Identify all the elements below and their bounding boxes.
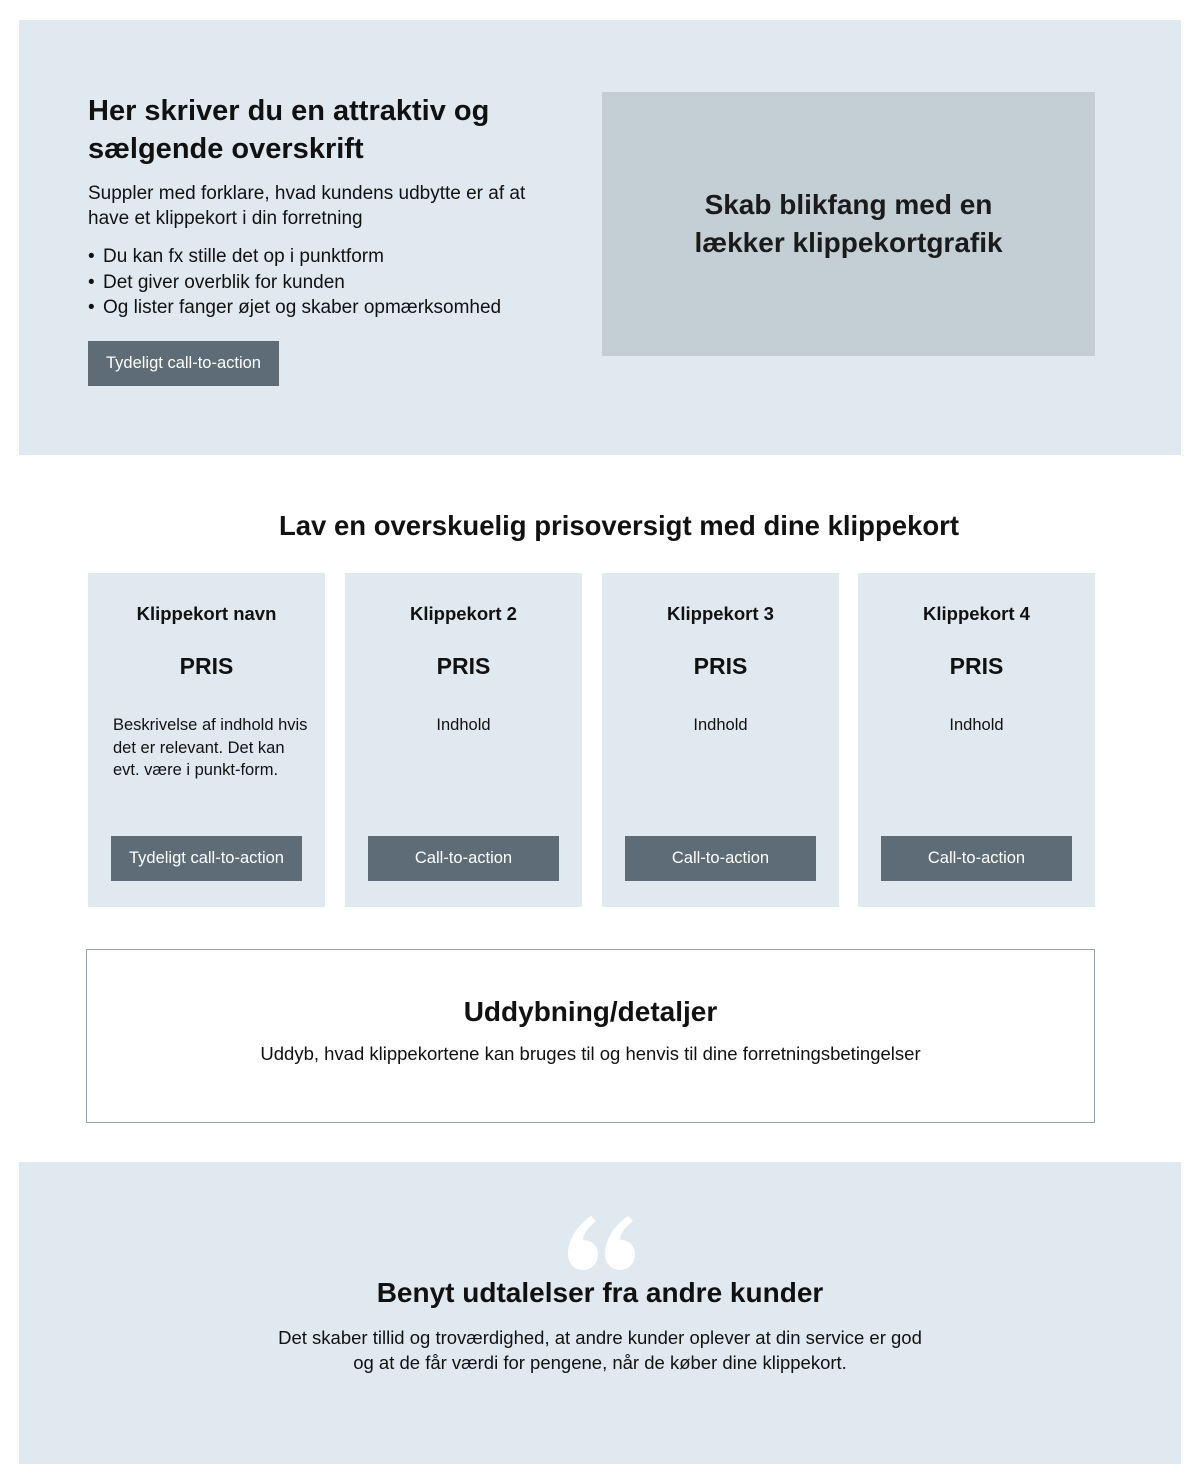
hero-section	[19, 20, 1181, 455]
hero-cta-button[interactable]: Tydeligt call-to-action	[88, 341, 279, 386]
card-cta-button[interactable]: Tydeligt call-to-action	[111, 836, 302, 881]
hero-subtitle: Suppler med forklare, hvad kundens udbytte er af at have et klippekort i din forretning	[88, 183, 526, 229]
card-cta-button[interactable]: Call-to-action	[881, 836, 1072, 881]
card-name: Klippekort 2	[410, 603, 517, 624]
quote-icon	[567, 1214, 637, 1270]
details-box	[86, 949, 1095, 1123]
pricing-card	[88, 573, 325, 907]
card-name: Klippekort navn	[136, 603, 277, 624]
card-price: PRIS	[436, 653, 491, 679]
hero-graphic-placeholder	[602, 92, 1095, 356]
card-price: PRIS	[949, 653, 1004, 679]
pricing-card	[345, 573, 582, 907]
card-price: PRIS	[179, 653, 234, 679]
pricing-title: Lav en overskuelig prisoversigt med dine klippekort	[278, 510, 960, 541]
card-name: Klippekort 3	[667, 603, 774, 624]
card-description: Beskrivelse af indhold hvis det er relevant. Det kan evt. være i punkt-form.	[113, 716, 308, 779]
details-text: Uddyb, hvad klippekortene kan bruges til og henvis til dine forretningsbetingelser	[260, 1043, 921, 1064]
list-item: • Du kan fx stille det op i punktform	[88, 244, 501, 270]
card-cta-button[interactable]: Call-to-action	[368, 836, 559, 881]
pricing-card	[602, 573, 839, 907]
details-title: Uddybning/detaljer	[463, 996, 718, 1027]
card-price: PRIS	[693, 653, 748, 679]
card-description: Indhold	[949, 716, 1004, 734]
card-name: Klippekort 4	[923, 603, 1030, 624]
testimonial-text	[19, 1325, 1181, 1375]
testimonial-text-line: og at de får værdi for pengene, når de køber dine klippekort.	[353, 1352, 847, 1373]
hero-title: Her skriver du en attraktiv og sælgende overskrift	[88, 95, 490, 165]
testimonial-section	[19, 1162, 1181, 1464]
card-cta-button[interactable]: Call-to-action	[625, 836, 816, 881]
list-item: • Og lister fanger øjet og skaber opmærksomhed	[88, 295, 501, 321]
hero-bullet-list	[88, 244, 501, 321]
list-item: • Det giver overblik for kunden	[88, 270, 501, 296]
hero-graphic-text: Skab blikfang med en lækker klippekortgrafik	[694, 189, 1003, 258]
card-description: Indhold	[693, 716, 748, 734]
card-description: Indhold	[436, 716, 491, 734]
testimonial-text-line: Det skaber tillid og troværdighed, at andre kunder oplever at din service er god	[278, 1327, 922, 1348]
pricing-card	[858, 573, 1095, 907]
testimonial-title: Benyt udtalelser fra andre kunder	[376, 1277, 824, 1308]
